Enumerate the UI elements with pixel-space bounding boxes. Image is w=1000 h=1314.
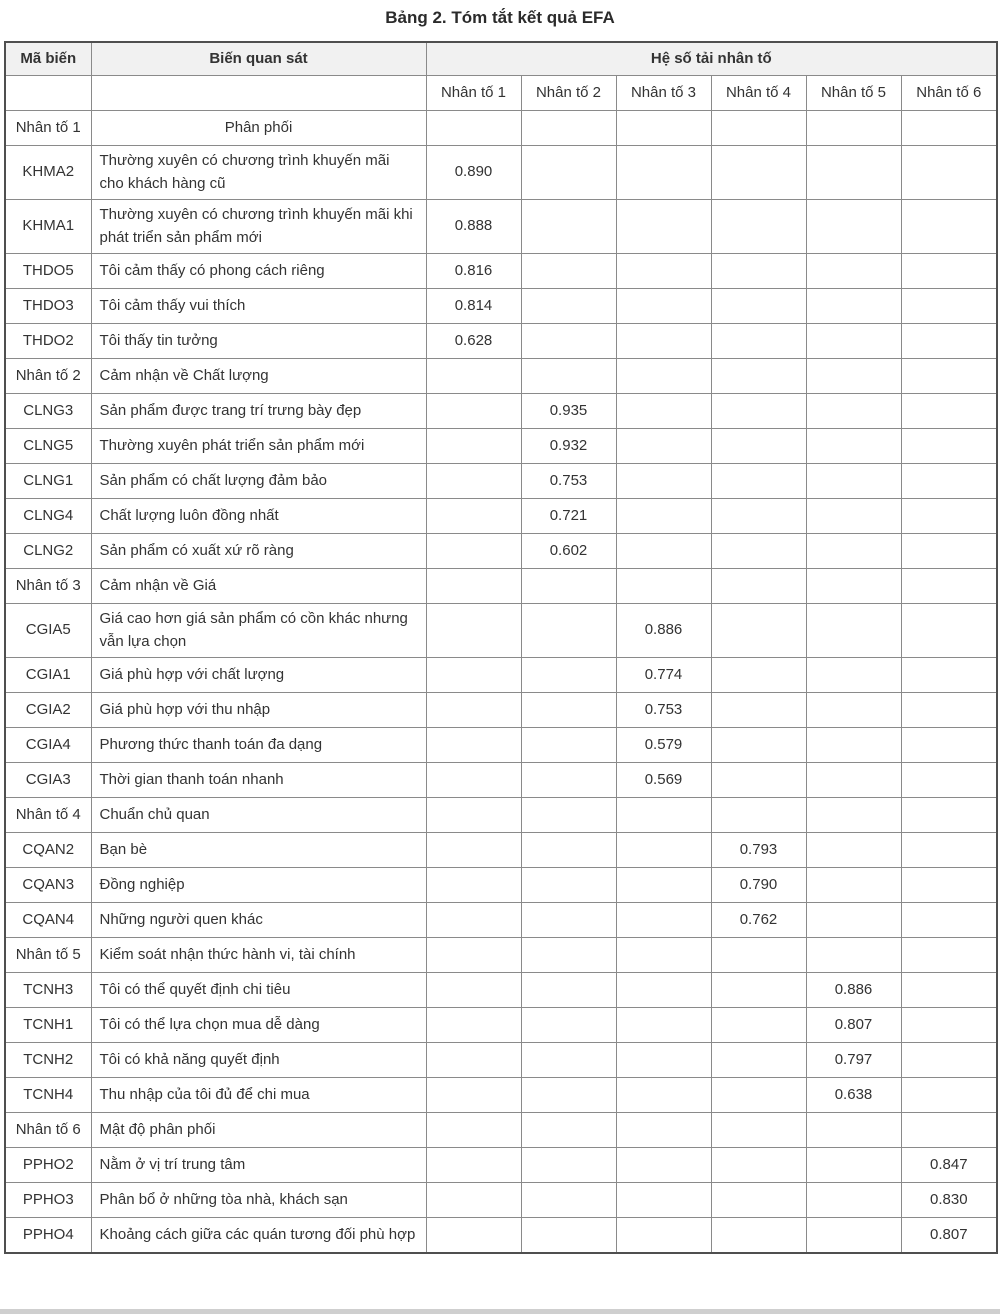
variable-row (5, 1043, 997, 1078)
factor-loading-cell (521, 200, 616, 254)
factor-loading-cell (616, 499, 711, 534)
factor-loading-cell (806, 693, 901, 728)
factor-loading-cell (616, 200, 711, 254)
factor-loading-cell: 0.886 (616, 604, 711, 658)
observed-variable-cell: Sản phẩm có xuất xứ rõ ràng (91, 534, 426, 569)
factor-loading-cell (711, 1008, 806, 1043)
factor-loading-cell (901, 146, 997, 200)
observed-variable-cell: Cảm nhận về Giá (91, 569, 426, 604)
factor-loading-cell (426, 798, 521, 833)
header-empty-code (5, 76, 91, 111)
factor-loading-cell: 0.753 (616, 693, 711, 728)
factor-loading-cell (521, 1043, 616, 1078)
factor-loading-cell (806, 658, 901, 693)
factor-loading-cell (806, 1148, 901, 1183)
factor-loading-cell (711, 324, 806, 359)
factor-loading-cell (521, 763, 616, 798)
factor-loading-cell: 0.886 (806, 973, 901, 1008)
factor-loading-cell (901, 763, 997, 798)
factor-loading-cell (901, 658, 997, 693)
factor-loading-cell (521, 798, 616, 833)
header-empty-observed (91, 76, 426, 111)
factor-loading-cell (521, 359, 616, 394)
variable-code-cell: TCNH1 (5, 1008, 91, 1043)
variable-row (5, 1008, 997, 1043)
factor-loading-cell (806, 111, 901, 146)
factor-loading-cell (521, 1218, 616, 1254)
observed-variable-cell: Chất lượng luôn đồng nhất (91, 499, 426, 534)
factor-group-row (5, 111, 997, 146)
factor-loading-cell (521, 833, 616, 868)
factor-loading-cell (806, 394, 901, 429)
factor-loading-cell (806, 1183, 901, 1218)
factor-loading-cell (806, 728, 901, 763)
factor-loading-cell (901, 111, 997, 146)
header-factor-3: Nhân tố 3 (616, 76, 711, 111)
factor-loading-cell (806, 534, 901, 569)
factor-loading-cell (901, 499, 997, 534)
factor-loading-cell (901, 728, 997, 763)
factor-loading-cell (711, 499, 806, 534)
factor-loading-cell (711, 1043, 806, 1078)
variable-code-cell: CQAN3 (5, 868, 91, 903)
header-factor-6: Nhân tố 6 (901, 76, 997, 111)
factor-loading-cell (711, 111, 806, 146)
factor-loading-cell: 0.790 (711, 868, 806, 903)
header-row-main (5, 42, 997, 76)
factor-loading-cell (806, 798, 901, 833)
observed-variable-cell: Thời gian thanh toán nhanh (91, 763, 426, 798)
observed-variable-cell: Sản phẩm có chất lượng đảm bảo (91, 464, 426, 499)
factor-loading-cell (711, 1078, 806, 1113)
variable-code-cell: Nhân tố 3 (5, 569, 91, 604)
variable-row (5, 1183, 997, 1218)
variable-row (5, 693, 997, 728)
factor-loading-cell (806, 359, 901, 394)
factor-loading-cell (711, 1218, 806, 1254)
factor-loading-cell (901, 289, 997, 324)
factor-loading-cell (711, 569, 806, 604)
observed-variable-cell: Tôi cảm thấy vui thích (91, 289, 426, 324)
factor-loading-cell (901, 464, 997, 499)
factor-loading-cell (521, 146, 616, 200)
factor-loading-cell: 0.721 (521, 499, 616, 534)
factor-loading-cell (711, 798, 806, 833)
factor-loading-cell (806, 1113, 901, 1148)
variable-code-cell: Nhân tố 2 (5, 359, 91, 394)
factor-loading-cell (806, 1218, 901, 1254)
factor-group-row (5, 359, 997, 394)
observed-variable-cell: Phân phối (91, 111, 426, 146)
factor-loading-cell (806, 499, 901, 534)
factor-group-row (5, 938, 997, 973)
factor-loading-cell (901, 1078, 997, 1113)
variable-code-cell: CLNG2 (5, 534, 91, 569)
factor-loading-cell (711, 604, 806, 658)
factor-loading-cell (806, 868, 901, 903)
factor-loading-cell (901, 394, 997, 429)
factor-loading-cell: 0.890 (426, 146, 521, 200)
factor-loading-cell (426, 973, 521, 1008)
factor-loading-cell: 0.569 (616, 763, 711, 798)
factor-loading-cell (901, 903, 997, 938)
factor-loading-cell (426, 1148, 521, 1183)
observed-variable-cell: Giá cao hơn giá sản phẩm có cồn khác nhưng vẫn lựa chọn (91, 604, 426, 658)
observed-variable-cell: Tôi có khả năng quyết định (91, 1043, 426, 1078)
variable-code-cell: KHMA1 (5, 200, 91, 254)
variable-row (5, 200, 997, 254)
observed-variable-cell: Phân bổ ở những tòa nhà, khách sạn (91, 1183, 426, 1218)
factor-loading-cell (426, 1113, 521, 1148)
factor-loading-cell (806, 429, 901, 464)
variable-row (5, 868, 997, 903)
variable-row (5, 604, 997, 658)
factor-loading-cell (616, 1148, 711, 1183)
observed-variable-cell: Nằm ở vị trí trung tâm (91, 1148, 426, 1183)
factor-loading-cell: 0.774 (616, 658, 711, 693)
factor-loading-cell (426, 464, 521, 499)
factor-loading-cell (711, 1148, 806, 1183)
factor-loading-cell (521, 868, 616, 903)
variable-row (5, 833, 997, 868)
factor-loading-cell (616, 1043, 711, 1078)
factor-loading-cell (616, 464, 711, 499)
factor-loading-cell (426, 394, 521, 429)
variable-row (5, 429, 997, 464)
factor-loading-cell (901, 868, 997, 903)
variable-code-cell: CGIA5 (5, 604, 91, 658)
factor-loading-cell: 0.797 (806, 1043, 901, 1078)
factor-loading-cell (806, 569, 901, 604)
factor-group-row (5, 1113, 997, 1148)
factor-loading-cell (616, 1218, 711, 1254)
factor-loading-cell (711, 146, 806, 200)
factor-loading-cell (426, 903, 521, 938)
page-edge-strip (0, 1309, 1000, 1314)
variable-code-cell: CQAN2 (5, 833, 91, 868)
factor-loading-cell: 0.602 (521, 534, 616, 569)
factor-loading-cell (711, 289, 806, 324)
factor-loading-cell (616, 798, 711, 833)
variable-row (5, 394, 997, 429)
factor-loading-cell (426, 868, 521, 903)
observed-variable-cell: Bạn bè (91, 833, 426, 868)
factor-loading-cell (901, 324, 997, 359)
variable-code-cell: CGIA3 (5, 763, 91, 798)
factor-loading-cell (616, 289, 711, 324)
observed-variable-cell: Thường xuyên có chương trình khuyến mãi cho khách hàng cũ (91, 146, 426, 200)
factor-loading-cell (521, 658, 616, 693)
variable-row (5, 728, 997, 763)
factor-loading-cell (521, 604, 616, 658)
factor-loading-cell (521, 728, 616, 763)
observed-variable-cell: Những người quen khác (91, 903, 426, 938)
factor-loading-cell: 0.888 (426, 200, 521, 254)
observed-variable-cell: Tôi có thể lựa chọn mua dễ dàng (91, 1008, 426, 1043)
variable-code-cell: KHMA2 (5, 146, 91, 200)
factor-loading-cell (901, 359, 997, 394)
variable-code-cell: CGIA4 (5, 728, 91, 763)
factor-loading-cell (426, 1043, 521, 1078)
variable-row (5, 464, 997, 499)
factor-loading-cell (426, 429, 521, 464)
factor-loading-cell (521, 1148, 616, 1183)
factor-loading-cell (711, 728, 806, 763)
header-factor-1: Nhân tố 1 (426, 76, 521, 111)
factor-loading-cell (521, 111, 616, 146)
factor-loading-cell (806, 833, 901, 868)
variable-code-cell: CGIA1 (5, 658, 91, 693)
factor-loading-cell (521, 569, 616, 604)
variable-row (5, 1218, 997, 1254)
observed-variable-cell: Thu nhập của tôi đủ để chi mua (91, 1078, 426, 1113)
factor-loading-cell: 0.807 (901, 1218, 997, 1254)
factor-loading-cell: 0.579 (616, 728, 711, 763)
factor-loading-cell (711, 938, 806, 973)
variable-row (5, 534, 997, 569)
observed-variable-cell: Sản phẩm được trang trí trưng bày đẹp (91, 394, 426, 429)
factor-loading-cell (901, 973, 997, 1008)
factor-loading-cell: 0.830 (901, 1183, 997, 1218)
observed-variable-cell: Thường xuyên phát triển sản phẩm mới (91, 429, 426, 464)
variable-row (5, 658, 997, 693)
factor-loading-cell (711, 394, 806, 429)
factor-loading-cell: 0.814 (426, 289, 521, 324)
factor-loading-cell: 0.753 (521, 464, 616, 499)
header-variable-code: Mã biến (5, 42, 91, 76)
observed-variable-cell: Thường xuyên có chương trình khuyến mãi khi phát triển sản phẩm mới (91, 200, 426, 254)
observed-variable-cell: Giá phù hợp với thu nhập (91, 693, 426, 728)
factor-loading-cell (616, 1113, 711, 1148)
factor-group-row (5, 798, 997, 833)
factor-loading-cell (901, 1008, 997, 1043)
factor-loading-cell (806, 200, 901, 254)
factor-loading-cell (711, 658, 806, 693)
factor-loading-cell (901, 938, 997, 973)
factor-loading-cell (616, 534, 711, 569)
variable-code-cell: Nhân tố 5 (5, 938, 91, 973)
variable-code-cell: CLNG1 (5, 464, 91, 499)
factor-loading-cell (521, 324, 616, 359)
variable-row (5, 146, 997, 200)
observed-variable-cell: Tôi có thể quyết định chi tiêu (91, 973, 426, 1008)
factor-loading-cell (426, 359, 521, 394)
factor-loading-cell (711, 1113, 806, 1148)
factor-loading-cell (806, 903, 901, 938)
factor-loading-cell: 0.793 (711, 833, 806, 868)
factor-loading-cell (616, 254, 711, 289)
variable-code-cell: TCNH4 (5, 1078, 91, 1113)
factor-loading-cell (901, 1043, 997, 1078)
factor-loading-cell: 0.807 (806, 1008, 901, 1043)
header-factor-4: Nhân tố 4 (711, 76, 806, 111)
variable-code-cell: PPHO3 (5, 1183, 91, 1218)
factor-loading-cell (426, 534, 521, 569)
variable-code-cell: THDO5 (5, 254, 91, 289)
variable-row (5, 903, 997, 938)
factor-loading-cell (616, 973, 711, 1008)
factor-loading-cell (426, 499, 521, 534)
efa-results-table (4, 41, 998, 1254)
factor-loading-cell (901, 798, 997, 833)
factor-loading-cell (521, 289, 616, 324)
observed-variable-cell: Phương thức thanh toán đa dạng (91, 728, 426, 763)
factor-loading-cell (806, 289, 901, 324)
factor-loading-cell (426, 1078, 521, 1113)
factor-loading-cell (426, 693, 521, 728)
factor-loading-cell (521, 1008, 616, 1043)
factor-loading-cell (616, 146, 711, 200)
header-row-factors (5, 76, 997, 111)
factor-loading-cell (711, 359, 806, 394)
factor-loading-cell (616, 324, 711, 359)
factor-loading-cell (426, 1008, 521, 1043)
variable-row (5, 1148, 997, 1183)
factor-loading-cell (711, 534, 806, 569)
observed-variable-cell: Cảm nhận về Chất lượng (91, 359, 426, 394)
variable-code-cell: PPHO2 (5, 1148, 91, 1183)
variable-row (5, 763, 997, 798)
factor-loading-cell (426, 1183, 521, 1218)
factor-loading-cell (711, 200, 806, 254)
table-title: Bảng 2. Tóm tắt kết quả EFA (385, 8, 615, 27)
factor-loading-cell (616, 1183, 711, 1218)
factor-loading-cell (426, 569, 521, 604)
variable-code-cell: CLNG3 (5, 394, 91, 429)
factor-loading-cell (806, 254, 901, 289)
factor-loading-cell (616, 394, 711, 429)
header-factor-5: Nhân tố 5 (806, 76, 901, 111)
factor-loading-cell (616, 111, 711, 146)
factor-loading-cell (426, 728, 521, 763)
factor-loading-cell: 0.638 (806, 1078, 901, 1113)
factor-loading-cell (521, 693, 616, 728)
observed-variable-cell: Mật độ phân phối (91, 1113, 426, 1148)
factor-loading-cell: 0.628 (426, 324, 521, 359)
factor-loading-cell (806, 146, 901, 200)
factor-loading-cell (521, 1113, 616, 1148)
factor-loading-cell (426, 938, 521, 973)
factor-loading-cell (426, 833, 521, 868)
factor-loading-cell (426, 658, 521, 693)
factor-loading-cell (521, 1183, 616, 1218)
variable-code-cell: Nhân tố 1 (5, 111, 91, 146)
factor-loading-cell (901, 429, 997, 464)
factor-loading-cell (616, 1008, 711, 1043)
factor-loading-cell (426, 1218, 521, 1254)
factor-loading-cell (901, 693, 997, 728)
factor-loading-cell (616, 569, 711, 604)
factor-loading-cell (616, 1078, 711, 1113)
variable-row (5, 973, 997, 1008)
variable-code-cell: Nhân tố 6 (5, 1113, 91, 1148)
factor-loading-cell (901, 200, 997, 254)
factor-loading-cell (426, 111, 521, 146)
variable-row (5, 1078, 997, 1113)
header-observed-variable: Biến quan sát (91, 42, 426, 76)
observed-variable-cell: Chuẩn chủ quan (91, 798, 426, 833)
variable-row (5, 289, 997, 324)
factor-loading-cell (616, 903, 711, 938)
efa-table-body (5, 111, 997, 1254)
variable-row (5, 324, 997, 359)
observed-variable-cell: Tôi thấy tin tưởng (91, 324, 426, 359)
factor-loading-cell: 0.847 (901, 1148, 997, 1183)
variable-code-cell: CQAN4 (5, 903, 91, 938)
factor-loading-cell (901, 1113, 997, 1148)
factor-loading-cell (616, 833, 711, 868)
factor-loading-cell (711, 254, 806, 289)
factor-loading-cell (711, 763, 806, 798)
factor-loading-cell: 0.932 (521, 429, 616, 464)
observed-variable-cell: Khoảng cách giữa các quán tương đối phù hợp (91, 1218, 426, 1254)
variable-code-cell: TCNH3 (5, 973, 91, 1008)
factor-loading-cell (806, 604, 901, 658)
factor-loading-cell (426, 604, 521, 658)
factor-loading-cell (711, 693, 806, 728)
variable-code-cell: CLNG4 (5, 499, 91, 534)
factor-loading-cell (806, 324, 901, 359)
factor-loading-cell (711, 429, 806, 464)
factor-loading-cell: 0.935 (521, 394, 616, 429)
factor-loading-cell: 0.762 (711, 903, 806, 938)
factor-loading-cell (711, 973, 806, 1008)
factor-loading-cell (521, 254, 616, 289)
factor-loading-cell (426, 763, 521, 798)
factor-loading-cell (901, 534, 997, 569)
observed-variable-cell: Đồng nghiệp (91, 868, 426, 903)
variable-code-cell: TCNH2 (5, 1043, 91, 1078)
factor-loading-cell (806, 763, 901, 798)
factor-loading-cell (901, 604, 997, 658)
factor-loading-cell (521, 903, 616, 938)
factor-loading-cell (521, 1078, 616, 1113)
variable-code-cell: CLNG5 (5, 429, 91, 464)
variable-code-cell: THDO2 (5, 324, 91, 359)
factor-loading-cell (806, 938, 901, 973)
factor-loading-cell (806, 464, 901, 499)
variable-row (5, 254, 997, 289)
factor-loading-cell (616, 359, 711, 394)
factor-loading-cell: 0.816 (426, 254, 521, 289)
variable-code-cell: THDO3 (5, 289, 91, 324)
variable-code-cell: Nhân tố 4 (5, 798, 91, 833)
factor-loading-cell (521, 938, 616, 973)
factor-loading-cell (711, 1183, 806, 1218)
factor-loading-cell (616, 868, 711, 903)
factor-group-row (5, 569, 997, 604)
factor-loading-cell (616, 429, 711, 464)
factor-loading-cell (616, 938, 711, 973)
header-factor-2: Nhân tố 2 (521, 76, 616, 111)
variable-row (5, 499, 997, 534)
factor-loading-cell (901, 254, 997, 289)
observed-variable-cell: Kiểm soát nhận thức hành vi, tài chính (91, 938, 426, 973)
variable-code-cell: CGIA2 (5, 693, 91, 728)
factor-loading-cell (901, 833, 997, 868)
observed-variable-cell: Giá phù hợp với chất lượng (91, 658, 426, 693)
observed-variable-cell: Tôi cảm thấy có phong cách riêng (91, 254, 426, 289)
variable-code-cell: PPHO4 (5, 1218, 91, 1254)
factor-loading-cell (901, 569, 997, 604)
header-factor-loading: Hệ số tải nhân tố (426, 42, 997, 76)
factor-loading-cell (521, 973, 616, 1008)
factor-loading-cell (711, 464, 806, 499)
